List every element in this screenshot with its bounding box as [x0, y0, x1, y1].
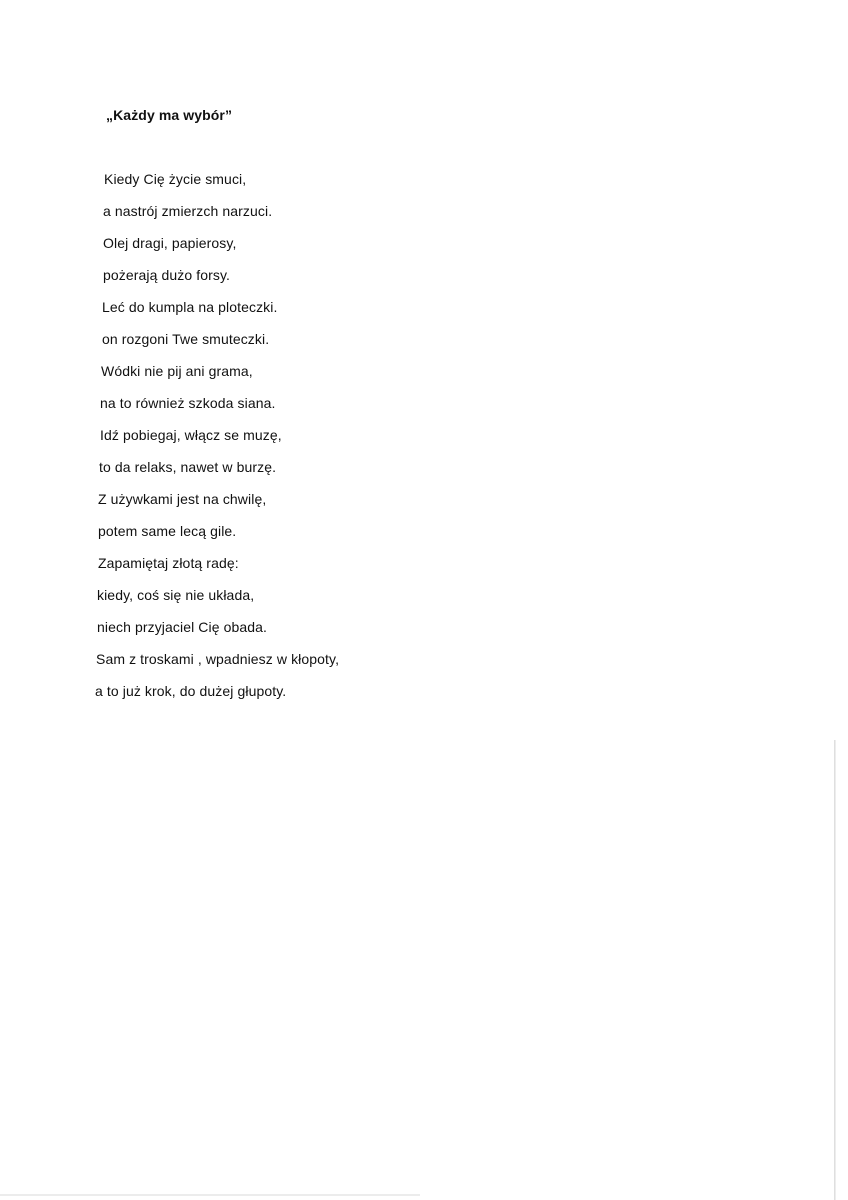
- poem-line: kiedy, coś się nie układa,: [97, 587, 255, 603]
- poem-line: niech przyjaciel Cię obada.: [97, 619, 268, 635]
- poem-line: Idź pobiegaj, włącz se muzę,: [100, 427, 282, 443]
- poem-body: [95, 168, 339, 712]
- poem-line: a nastrój zmierzch narzuci.: [103, 203, 273, 219]
- poem-line: on rozgoni Twe smuteczki.: [102, 331, 270, 347]
- poem-line: Zapamiętaj złotą radę:: [98, 555, 239, 571]
- poem-line: Sam z troskami , wpadniesz w kłopoty,: [96, 651, 340, 667]
- poem-line: Kiedy Cię życie smuci,: [104, 171, 247, 187]
- poem-line: Z używkami jest na chwilę,: [98, 491, 267, 507]
- poem-line: Wódki nie pij ani grama,: [101, 363, 253, 379]
- scan-edge-right: [834, 740, 836, 1200]
- poem-line: potem same lecą gile.: [98, 523, 237, 539]
- poem-line: pożerają dużo forsy.: [103, 267, 231, 283]
- poem-line: Olej dragi, papierosy,: [103, 235, 237, 251]
- poem-title: „Każdy ma wybór”: [106, 107, 233, 123]
- poem-line: na to również szkoda siana.: [100, 395, 276, 411]
- poem-line: to da relaks, nawet w burzę.: [99, 459, 277, 475]
- poem-line: a to już krok, do dużej głupoty.: [95, 683, 287, 699]
- poem-line: Leć do kumpla na ploteczki.: [102, 299, 278, 315]
- scan-edge-bottom: [0, 1194, 420, 1196]
